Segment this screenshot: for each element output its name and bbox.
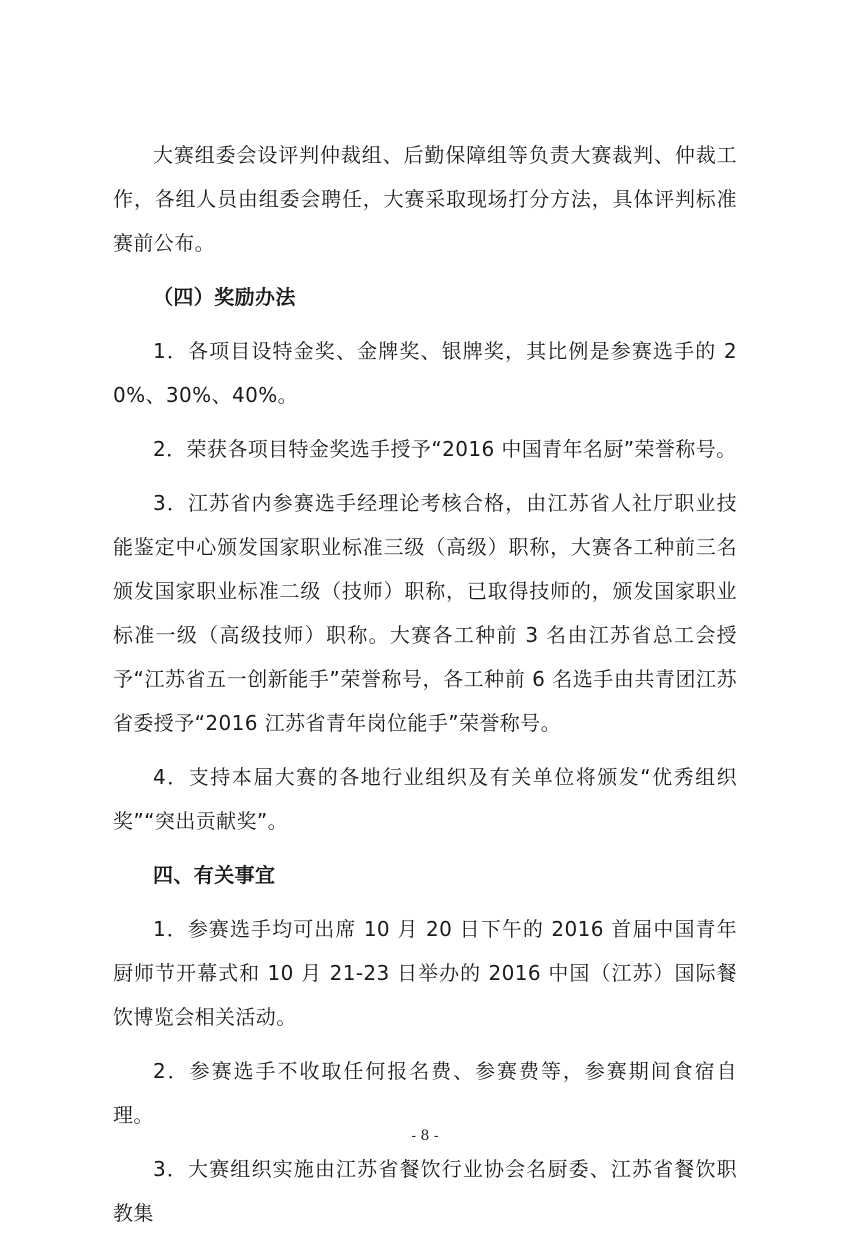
document-body [113, 133, 737, 1245]
section-heading-matters: 四、有关事宜 [153, 863, 276, 887]
paragraph-award-3: 3．江苏省内参赛选手经理论考核合格，由江苏省人社厅职业技能鉴定中心颁发国家职业标准三级（高级）职称，大赛各工种前三名颁发国家职业标准二级（技师）职称，已取得技师的，颁发国家职业标准一级（高级技师）职称。大赛各工种前 3 名由江苏省总工会授予“江苏省五一创新能手”荣誉称号，各工种前 6 名选手由共青团江苏省委授予“2016 江苏省青年岗位能手”荣誉称号。 [113, 491, 737, 735]
paragraph-award-4: 4．支持本届大赛的各地行业组织及有关单位将颁发“优秀组织奖”“突出贡献奖”。 [113, 765, 737, 833]
section-heading-awards: （四）奖励办法 [153, 285, 296, 309]
paragraph-matters-1: 1．参赛选手均可出席 10 月 20 日下午的 2016 首届中国青年厨师节开幕式和 10 月 21-23 日举办的 2016 中国（江苏）国际餐饮博览会相关活动。 [113, 917, 737, 1029]
paragraph-matters-2: 2．参赛选手不收取任何报名费、参赛费等，参赛期间食宿自理。 [113, 1059, 737, 1127]
paragraph-judging: 大赛组委会设评判仲裁组、后勤保障组等负责大赛裁判、仲裁工作，各组人员由组委会聘任，大赛采取现场打分方法，具体评判标准赛前公布。 [113, 143, 737, 255]
paragraph-award-1: 1．各项目设特金奖、金牌奖、银牌奖，其比例是参赛选手的 20%、30%、40%。 [113, 339, 737, 407]
page-number: - 8 - [411, 1128, 439, 1144]
paragraph-matters-3: 3．大赛组织实施由江苏省餐饮行业协会名厨委、江苏省餐饮职教集 [113, 1157, 737, 1225]
paragraph-award-2: 2．荣获各项目特金奖选手授予“2016 中国青年名厨”荣誉称号。 [153, 437, 737, 461]
